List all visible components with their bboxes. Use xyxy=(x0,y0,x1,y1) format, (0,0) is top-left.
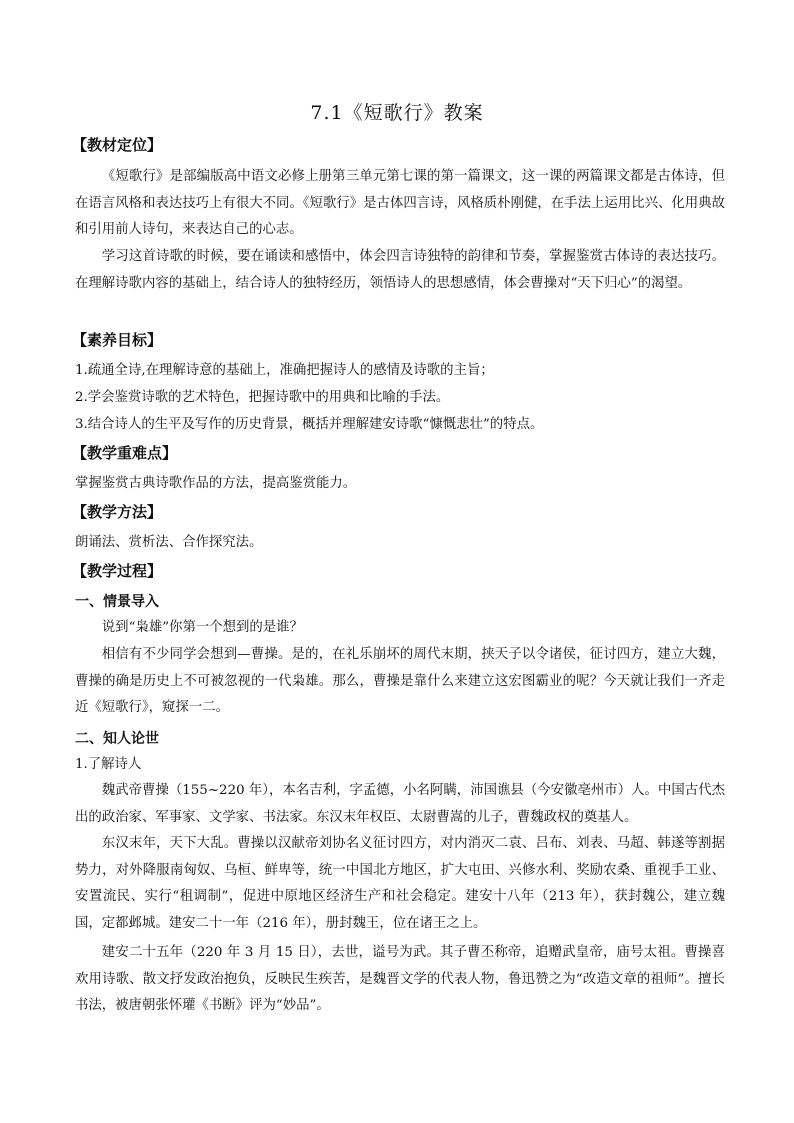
page-title: 7.1《短歌行》教案 xyxy=(310,102,484,124)
positioning-paragraph-2: 学习这首诗歌的时候，要在诵读和感悟中，体会四言诗独特的韵律和节奏，掌握鉴赏古体诗的表达技巧。在理解诗歌内容的基础上，结合诗人的独特经历，领悟诗人的思想感情，体会曹操对“天下归心”的渴望。 xyxy=(75,249,725,291)
goal-item-1: 1.疏通全诗,在理解诗意的基础上，准确把握诗人的感情及诗歌的主旨； xyxy=(75,363,494,378)
poet-bio-paragraph-3: 建安二十五年（220 年 3 月 15 日），去世，谥号为武。其子曹丕称帝，追赠武皇帝，庙号太祖。曹操喜欢用诗歌、散文抒发政治抱负，反映民生疾苦，是魏晋文学的代表人物，鲁迅赞之为“改造文章的祖师”。擅长书法，被唐朝张怀瓘《书断》评为“妙品”。 xyxy=(75,945,725,1013)
heading-process: 【教学过程】 xyxy=(72,562,163,580)
methods-text: 朗诵法、赏析法、合作探究法。 xyxy=(75,535,263,550)
process-part2-subtitle: 1.了解诗人 xyxy=(75,757,142,772)
process-part1-title: 一、情景导入 xyxy=(75,594,159,610)
heading-methods: 【教学方法】 xyxy=(72,503,163,521)
heading-goals: 【素养目标】 xyxy=(72,331,163,349)
heading-positioning: 【教材定位】 xyxy=(72,136,163,154)
positioning-paragraph-1: 《短歌行》是部编版高中语文必修上册第三单元第七课的第一篇课文，这一课的两篇课文都是古体诗，但在语言风格和表达技巧上有很大不同。《短歌行》是古体四言诗，风格质朴刚健，在手法上运用比兴、化用典故和引用前人诗句，来表达自己的心志。 xyxy=(75,169,725,237)
poet-bio-paragraph-2: 东汉末年，天下大乱。曹操以汉献帝刘协名义征讨四方，对内消灭二袁、吕布、刘表、马超、韩遂等割据势力，对外降服南匈奴、乌桓、鲜卑等，统一中国北方地区，扩大屯田、兴修水利、奖励农桑、重视手工业、安置流民、实行“租调制”，促进中原地区经济生产和社会稳定。建安十八年（213 年），获封魏公，建立魏国，定都邺城。建安二十一年（216 年），册封魏王，位在诸王之上。 xyxy=(75,836,725,931)
process-part1-paragraph-2: 相信有不少同学会想到—曹操。是的，在礼乐崩坏的周代末期，挟天子以令诸侯，征讨四方，建立大魏，曹操的确是历史上不可被忽视的一代枭雄。那么，曹操是靠什么来建立这宏图霸业的呢？今天就让我们一齐走近《短歌行》，窥探一二。 xyxy=(75,647,725,715)
poet-bio-paragraph-1: 魏武帝曹操（155~220 年），本名吉利，字孟德，小名阿瞒，沛国谯县（今安徽亳州市）人。中国古代杰出的政治家、军事家、文学家、书法家。东汉末年权臣、太尉曹嵩的儿子，曹魏政权的奠基人。 xyxy=(75,783,725,825)
goal-item-3: 3.结合诗人的生平及写作的历史背景，概括并理解建安诗歌“慷慨悲壮”的特点。 xyxy=(75,417,544,432)
key-points-text: 掌握鉴赏古典诗歌作品的方法，提高鉴赏能力。 xyxy=(75,476,357,491)
heading-key-points: 【教学重难点】 xyxy=(72,444,178,462)
process-part1-paragraph-1: 说到“枭雄”你第一个想到的是谁？ xyxy=(101,620,303,635)
process-part2-title: 二、知人论世 xyxy=(75,731,159,747)
goal-item-2: 2.学会鉴赏诗歌的艺术特色，把握诗歌中的用典和比喻的手法。 xyxy=(75,390,450,405)
